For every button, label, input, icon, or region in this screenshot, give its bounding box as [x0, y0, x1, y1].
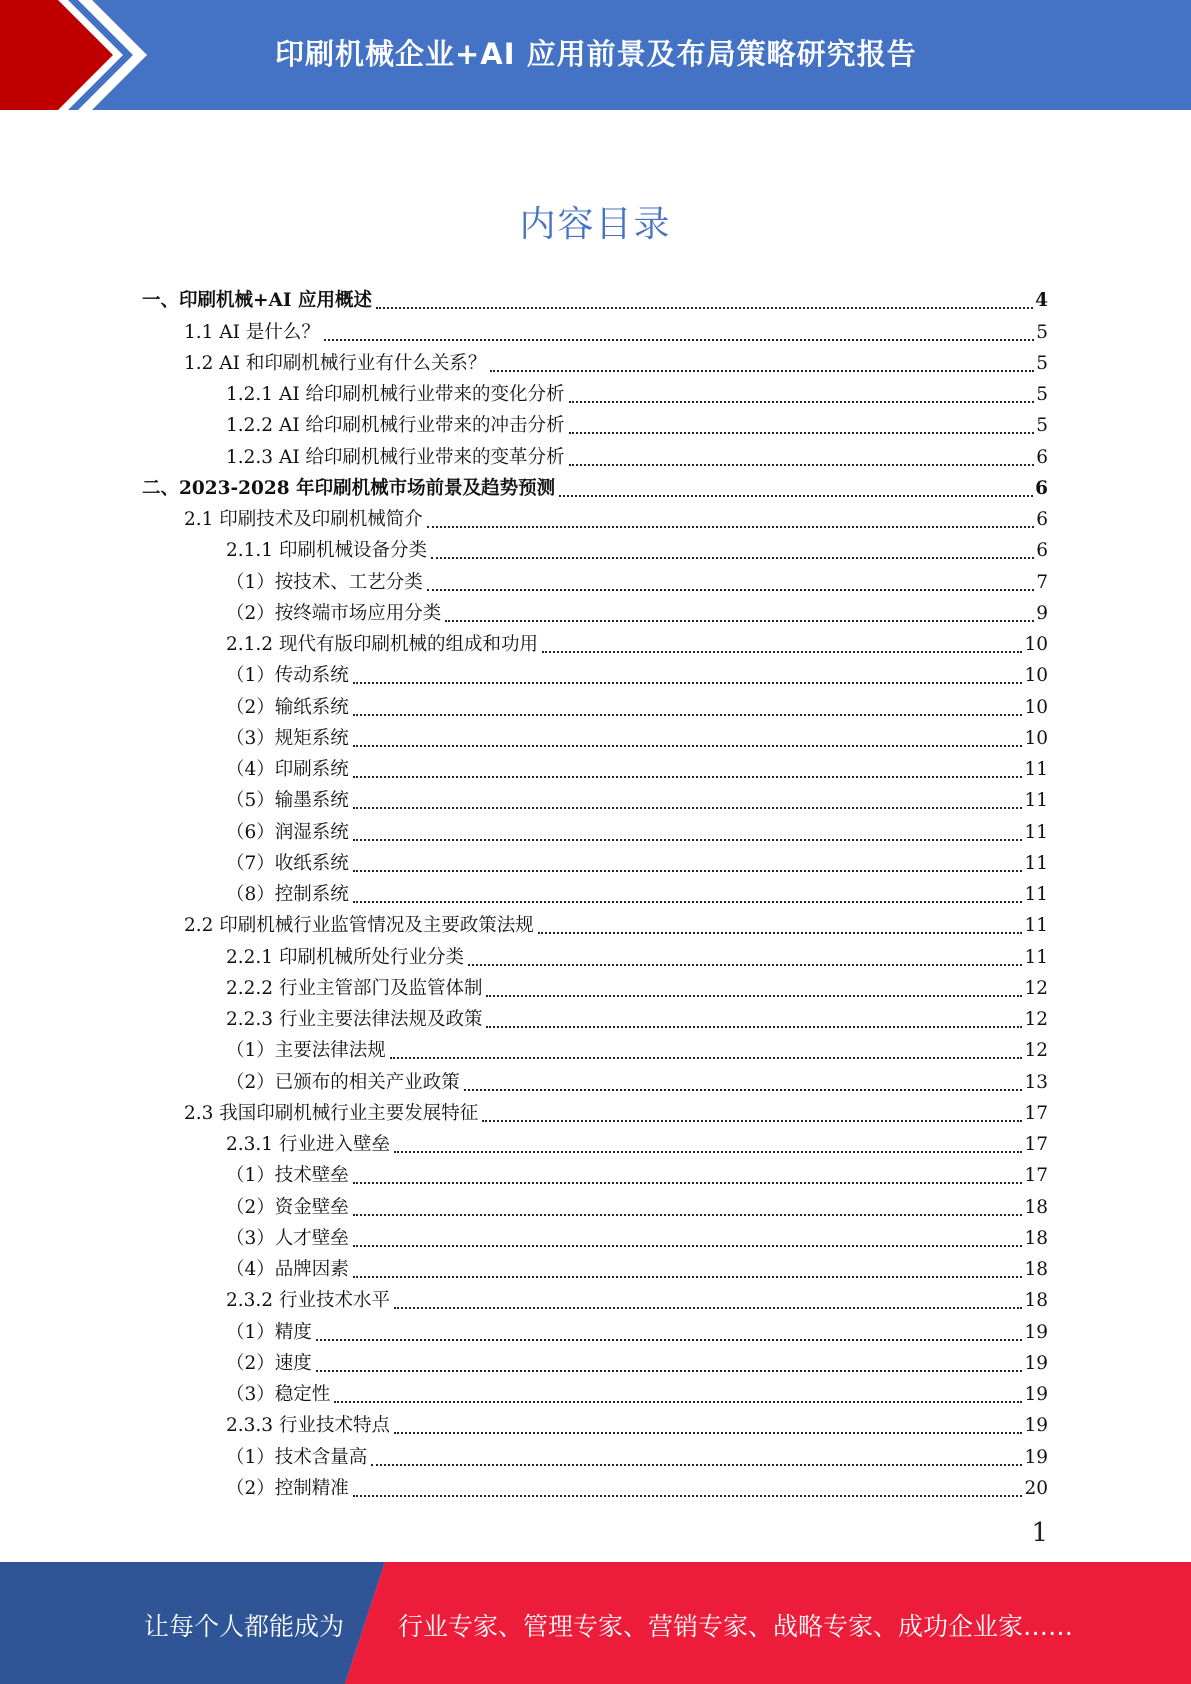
toc-entry[interactable]: [0, 1317, 1191, 1348]
toc-entry-text: 2.3.1 行业进入壁垒: [226, 1134, 390, 1156]
toc-entry[interactable]: [0, 1067, 1191, 1098]
toc-entry[interactable]: [0, 724, 1191, 755]
toc-entry-page: 11: [1024, 884, 1048, 906]
toc-entry[interactable]: [0, 442, 1191, 473]
toc-entry[interactable]: [0, 599, 1191, 630]
toc-entry[interactable]: [0, 942, 1191, 973]
toc-entry[interactable]: [0, 1255, 1191, 1286]
toc-entry-text: （2）资金壁垒: [226, 1196, 349, 1218]
toc-dot-leader: [353, 735, 1023, 747]
toc-entry[interactable]: [0, 692, 1191, 723]
toc-entry[interactable]: [0, 380, 1191, 411]
toc-dot-leader: [371, 1454, 1022, 1466]
toc-entry-text: （1）技术壁垒: [226, 1165, 349, 1187]
toc-entry-page: 11: [1024, 946, 1048, 968]
toc-entry-text: （2）按终端市场应用分类: [226, 602, 442, 624]
toc-dot-leader: [353, 1235, 1023, 1247]
toc-entry[interactable]: [0, 630, 1191, 661]
toc-entry-text: 1.1 AI 是什么？: [184, 321, 320, 343]
toc-entry-text: 二、2023-2028 年印刷机械市场前景及趋势预测: [142, 477, 556, 499]
toc-entry[interactable]: [0, 1349, 1191, 1380]
toc-entry-text: （1）传动系统: [226, 665, 349, 687]
toc-dot-leader: [486, 985, 1022, 997]
toc-entry-page: 17: [1024, 1134, 1048, 1156]
toc-dot-leader: [353, 704, 1023, 716]
toc-entry-page: 19: [1024, 1321, 1048, 1343]
toc-entry-text: （5）输墨系统: [226, 790, 349, 812]
toc-dot-leader: [486, 1016, 1022, 1028]
toc-dot-leader: [353, 1266, 1023, 1278]
toc-entry-text: 一、印刷机械+AI 应用概述: [142, 290, 372, 312]
toc-entry-page: 17: [1024, 1165, 1048, 1187]
toc-entry-page: 9: [1036, 602, 1048, 624]
toc-entry-text: 2.2.3 行业主要法律法规及政策: [226, 1009, 483, 1031]
toc-entry-page: 5: [1036, 415, 1048, 437]
toc-entry[interactable]: [0, 661, 1191, 692]
toc-entry-text: 2.2 印刷机械行业监管情况及主要政策法规: [184, 915, 534, 937]
toc-dot-leader: [353, 797, 1023, 809]
toc-entry-page: 10: [1024, 727, 1048, 749]
toc-entry-text: 1.2.2 AI 给印刷机械行业带来的冲击分析: [226, 415, 565, 437]
toc-entry-text: 2.2.2 行业主管部门及监管体制: [226, 977, 483, 999]
toc-entry-text: （1）按技术、工艺分类: [226, 571, 423, 593]
toc-entry-text: （4）品牌因素: [226, 1259, 349, 1281]
toc-entry-page: 4: [1035, 290, 1048, 312]
toc-entry[interactable]: [0, 1130, 1191, 1161]
toc-entry-page: 11: [1024, 915, 1048, 937]
toc-entry-page: 17: [1024, 1102, 1048, 1124]
toc-entry[interactable]: [0, 817, 1191, 848]
toc-dot-leader: [482, 1110, 1022, 1122]
toc-entry-page: 7: [1036, 571, 1048, 593]
toc-entry-page: 19: [1024, 1446, 1048, 1468]
toc-dot-leader: [316, 1360, 1023, 1372]
toc-entry-page: 6: [1035, 477, 1048, 499]
toc-entry-text: （3）稳定性: [226, 1384, 331, 1406]
toc-dot-leader: [427, 516, 1034, 528]
toc-dot-leader: [431, 547, 1034, 559]
toc-entry[interactable]: [0, 1224, 1191, 1255]
toc-entry-page: 5: [1036, 321, 1048, 343]
toc-entry-page: 12: [1024, 1040, 1048, 1062]
toc-entry-text: （7）收纸系统: [226, 852, 349, 874]
toc-dot-leader: [542, 641, 1022, 653]
toc-entry[interactable]: [0, 567, 1191, 598]
toc-dot-leader: [353, 672, 1023, 684]
toc-entry-text: （8）控制系统: [226, 884, 349, 906]
toc-entry-page: 20: [1024, 1477, 1048, 1499]
footer-expert-list: 行业专家、管理专家、营销专家、战略专家、成功企业家……: [398, 1612, 1074, 1641]
footer-slogan: 让每个人都能成为: [144, 1612, 345, 1641]
toc-dot-leader: [353, 829, 1023, 841]
toc-dot-leader: [394, 1422, 1022, 1434]
toc-dot-leader: [468, 954, 1022, 966]
toc-entry-text: 1.2 AI 和印刷机械行业有什么关系？: [184, 352, 487, 374]
toc-dot-leader: [353, 1485, 1023, 1497]
toc-entry-page: 10: [1024, 634, 1048, 656]
toc-entry-text: （2）控制精准: [226, 1477, 349, 1499]
toc-entry-text: 2.1.1 印刷机械设备分类: [226, 540, 427, 562]
toc-entry-page: 6: [1036, 446, 1048, 468]
toc-dot-leader: [464, 1079, 1023, 1091]
toc-dot-leader: [569, 422, 1035, 434]
toc-entry-text: （2）输纸系统: [226, 696, 349, 718]
toc-entry[interactable]: [0, 1036, 1191, 1067]
toc-dot-leader: [390, 1047, 1023, 1059]
toc-entry-page: 19: [1024, 1352, 1048, 1374]
toc-entry-page: 11: [1024, 852, 1048, 874]
toc-entry-page: 13: [1024, 1071, 1048, 1093]
toc-entry-text: （2）速度: [226, 1352, 312, 1374]
toc-heading: 内容目录: [519, 204, 672, 245]
toc-entry-text: 2.1.2 现代有版印刷机械的组成和功用: [226, 634, 538, 656]
toc-entry-page: 19: [1024, 1415, 1048, 1437]
toc-entry[interactable]: [0, 1005, 1191, 1036]
toc-entry-text: （1）技术含量高: [226, 1446, 368, 1468]
toc-entry-text: 2.3.3 行业技术特点: [226, 1415, 390, 1437]
toc-entry-page: 18: [1024, 1227, 1048, 1249]
toc-entry[interactable]: [0, 880, 1191, 911]
toc-dot-leader: [394, 1141, 1022, 1153]
toc-entry[interactable]: [0, 1380, 1191, 1411]
report-title: 印刷机械企业+AI 应用前景及布局策略研究报告: [275, 37, 917, 71]
toc-entry-page: 11: [1024, 790, 1048, 812]
toc-entry-page: 10: [1024, 696, 1048, 718]
toc-entry[interactable]: [0, 1192, 1191, 1223]
toc-entry-text: 2.3.2 行业技术水平: [226, 1290, 390, 1312]
toc-entry[interactable]: [0, 317, 1191, 348]
toc-entry-page: 18: [1024, 1290, 1048, 1312]
toc-entry-page: 12: [1024, 1009, 1048, 1031]
toc-entry-text: 2.2.1 印刷机械所处行业分类: [226, 946, 464, 968]
toc-entry[interactable]: [0, 1161, 1191, 1192]
toc-entry[interactable]: [0, 1286, 1191, 1317]
toc-entry-text: （3）人才壁垒: [226, 1227, 349, 1249]
toc-dot-leader: [490, 360, 1034, 372]
toc-entry-page: 18: [1024, 1196, 1048, 1218]
toc-entry-page: 18: [1024, 1259, 1048, 1281]
page-number: 1: [1031, 1518, 1048, 1548]
toc-entry-page: 6: [1036, 509, 1048, 531]
toc-entry-text: （6）润湿系统: [226, 821, 349, 843]
toc-dot-leader: [353, 1204, 1023, 1216]
toc-entry[interactable]: [0, 505, 1191, 536]
toc-entry[interactable]: [0, 474, 1191, 505]
toc-entry[interactable]: [0, 786, 1191, 817]
toc-entry[interactable]: [0, 536, 1191, 567]
toc-entry[interactable]: [0, 1474, 1191, 1505]
table-of-contents: [0, 286, 1191, 1505]
toc-dot-leader: [559, 485, 1033, 497]
toc-entry[interactable]: [0, 755, 1191, 786]
toc-entry-text: （3）规矩系统: [226, 727, 349, 749]
toc-entry-text: （2）已颁布的相关产业政策: [226, 1071, 460, 1093]
toc-entry-page: 5: [1036, 352, 1048, 374]
toc-entry[interactable]: [0, 286, 1191, 317]
toc-entry-text: （1）精度: [226, 1321, 312, 1343]
toc-entry-page: 19: [1024, 1384, 1048, 1406]
toc-dot-leader: [569, 454, 1035, 466]
toc-entry-text: 2.3 我国印刷机械行业主要发展特征: [184, 1102, 479, 1124]
toc-entry[interactable]: [0, 1442, 1191, 1473]
toc-entry[interactable]: [0, 974, 1191, 1005]
toc-entry[interactable]: [0, 349, 1191, 380]
toc-dot-leader: [324, 329, 1034, 341]
toc-dot-leader: [376, 297, 1033, 309]
toc-dot-leader: [394, 1297, 1022, 1309]
toc-entry-page: 11: [1024, 759, 1048, 781]
toc-entry-page: 6: [1036, 540, 1048, 562]
toc-entry-page: 12: [1024, 977, 1048, 999]
toc-entry[interactable]: [0, 411, 1191, 442]
toc-entry-text: 2.1 印刷技术及印刷机械简介: [184, 509, 423, 531]
header-chevron-icon: [0, 0, 150, 110]
toc-dot-leader: [316, 1329, 1023, 1341]
toc-entry-page: 11: [1024, 821, 1048, 843]
toc-dot-leader: [353, 1172, 1023, 1184]
toc-entry-text: （4）印刷系统: [226, 759, 349, 781]
toc-entry-page: 10: [1024, 665, 1048, 687]
toc-entry[interactable]: [0, 849, 1191, 880]
toc-dot-leader: [334, 1391, 1022, 1403]
toc-dot-leader: [353, 891, 1023, 903]
toc-dot-leader: [353, 860, 1023, 872]
toc-entry[interactable]: [0, 1411, 1191, 1442]
toc-entry-text: 1.2.3 AI 给印刷机械行业带来的变革分析: [226, 446, 565, 468]
toc-entry-text: （1）主要法律法规: [226, 1040, 386, 1062]
report-header-band: [0, 0, 1191, 110]
toc-dot-leader: [427, 579, 1034, 591]
toc-dot-leader: [569, 391, 1035, 403]
toc-entry[interactable]: [0, 911, 1191, 942]
toc-dot-leader: [538, 922, 1023, 934]
toc-dot-leader: [445, 610, 1034, 622]
toc-entry[interactable]: [0, 1099, 1191, 1130]
toc-dot-leader: [353, 766, 1023, 778]
toc-entry-page: 5: [1036, 384, 1048, 406]
toc-entry-text: 1.2.1 AI 给印刷机械行业带来的变化分析: [226, 384, 565, 406]
